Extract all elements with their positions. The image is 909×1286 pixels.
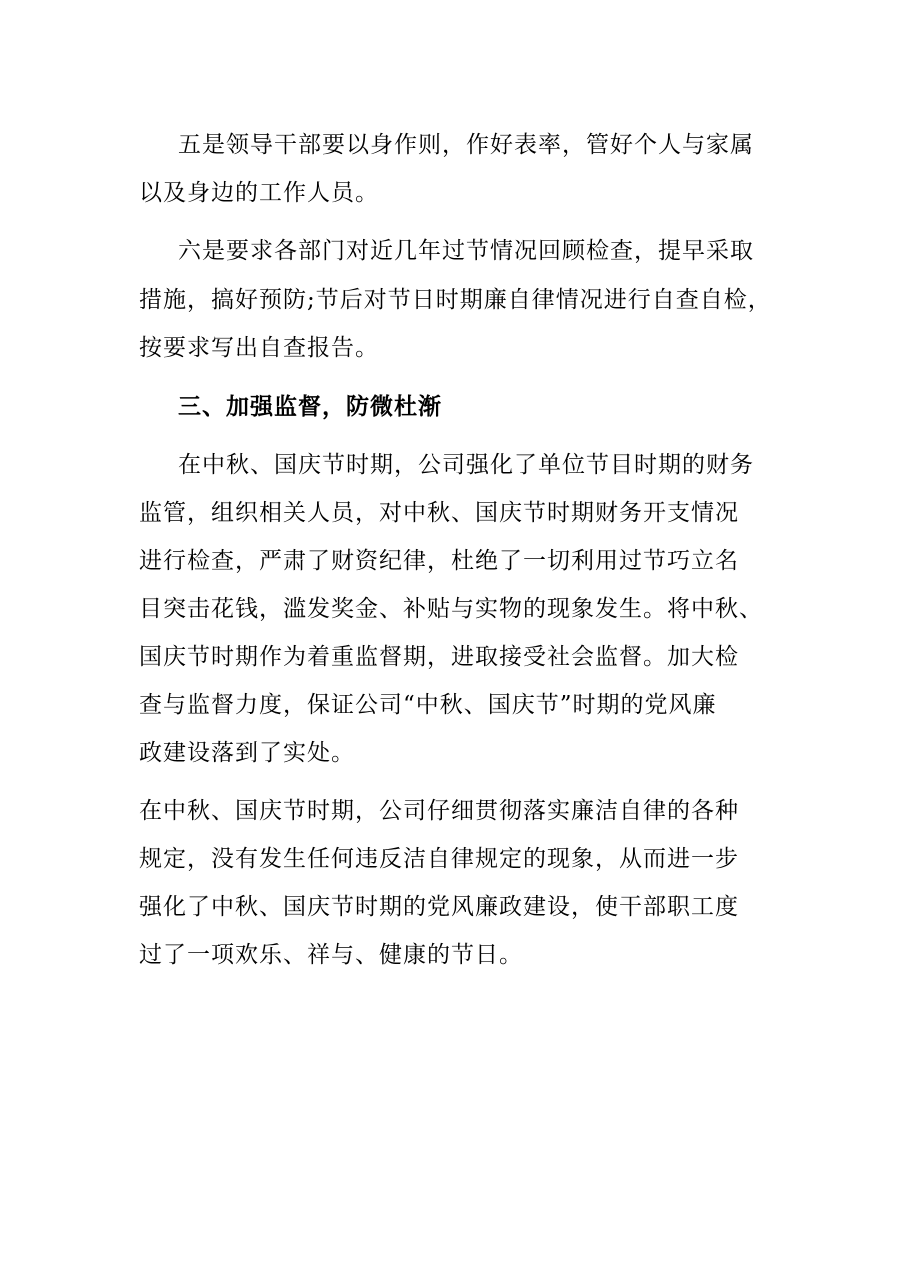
paragraph-3-line-6: 查与监督力度，保证公司“中秋、国庆节”时期的党风廉 xyxy=(139,692,717,718)
paragraph-4-line-3: 强化了中秋、国庆节时期的党风廉政建设，使干部职工度 xyxy=(139,894,739,920)
section-heading: 三、加强监督，防微杜渐 xyxy=(178,394,442,420)
paragraph-3-line-2: 监管，组织相关人员，对中秋、国庆节时期财务开支情况 xyxy=(139,500,739,526)
paragraph-4-line-2: 规定，没有发生任何违反洁自律规定的现象，从而进一步 xyxy=(139,846,739,872)
paragraph-4-line-4: 过了一项欢乐、祥与、健康的节日。 xyxy=(139,942,523,968)
paragraph-1-line-1: 五是领导干部要以身作则，作好表率，管好个人与家属 xyxy=(178,132,754,158)
paragraph-2-line-2: 措施，搞好预防;节后对节日时期廉自律情况进行自查自检， xyxy=(139,287,772,313)
paragraph-2-line-1: 六是要求各部门对近几年过节情况回顾检查，提早采取 xyxy=(178,238,754,264)
paragraph-3-line-4: 目突击花钱，滥发奖金、补贴与实物的现象发生。将中秋、 xyxy=(139,596,763,622)
paragraph-2-line-3: 按要求写出自查报告。 xyxy=(139,335,379,361)
paragraph-3-line-7: 政建设落到了实处。 xyxy=(139,740,355,766)
paragraph-1-line-2: 以及身边的工作人员。 xyxy=(139,180,379,206)
paragraph-3-line-5: 国庆节时期作为着重监督期，进取接受社会监督。加大检 xyxy=(139,644,739,670)
paragraph-4-line-1: 在中秋、国庆节时期，公司仔细贯彻落实廉洁自律的各种 xyxy=(139,798,739,824)
paragraph-3-line-1: 在中秋、国庆节时期，公司强化了单位节目时期的财务 xyxy=(178,452,754,478)
paragraph-3-line-3: 进行检查，严肃了财资纪律，杜绝了一切利用过节巧立名 xyxy=(139,548,739,574)
